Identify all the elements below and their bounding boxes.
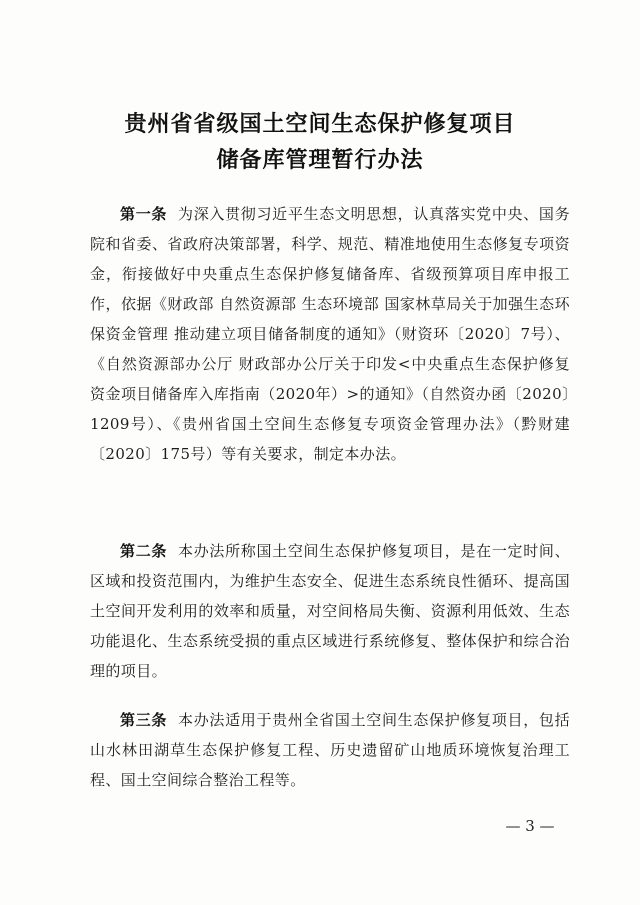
article-3-text: 本办法适用于贵州全省国土空间生态保护修复项目，包括山水林田湖草生态保护修复工程、历史遗留矿山地质环境恢复治理工程、国土空间综合整治工程等。 [90, 711, 570, 789]
article-1-label: 第一条 [120, 205, 168, 223]
document-title-line-2: 储备库管理暂行办法 [216, 148, 424, 173]
article-2 [90, 536, 570, 686]
article-2-text: 本办法所称国土空间生态保护修复项目，是在一定时间、区域和投资范围内，为维护生态安全、促进生态系统良性循环、提高国土空间开发利用的效率和质量，对空间格局失衡、资源利用低效、生态功能退化、生态系统受损的重点区域进行系统修复、整体保护和综合治理的项目。 [90, 542, 570, 680]
article-1-text: 为深入贯彻习近平生态文明思想，认真落实党中央、国务院和省委、省政府决策部署，科学、规范、精准地使用生态修复专项资金，衔接做好中央重点生态保护修复储备库、省级预算项目库申报工作，依据《财政部 自然资源部 生态环境部 国家林草局关于加强生态环保资金管理 推动建立项目储备制度的通知》（财资环〔2020〕7号）、《自然资源部办公厅 财政部办公厅关于印发<中央重点生态保护修复资金项目储备库入库指南（2020年）>的通知》（自然资办函〔2020〕1209号）、《贵州省国土空间生态修复专项资金管理办法》（黔财建〔2020〕175号）等有关要求，制定本办法。 [90, 205, 570, 463]
page-number: — 3 — [505, 817, 555, 835]
document-title-line-1: 贵州省省级国土空间生态保护修复项目 [124, 112, 516, 137]
article-1 [90, 199, 570, 469]
article-2-label: 第二条 [120, 542, 168, 560]
article-3 [90, 705, 570, 795]
article-3-label: 第三条 [120, 711, 168, 729]
